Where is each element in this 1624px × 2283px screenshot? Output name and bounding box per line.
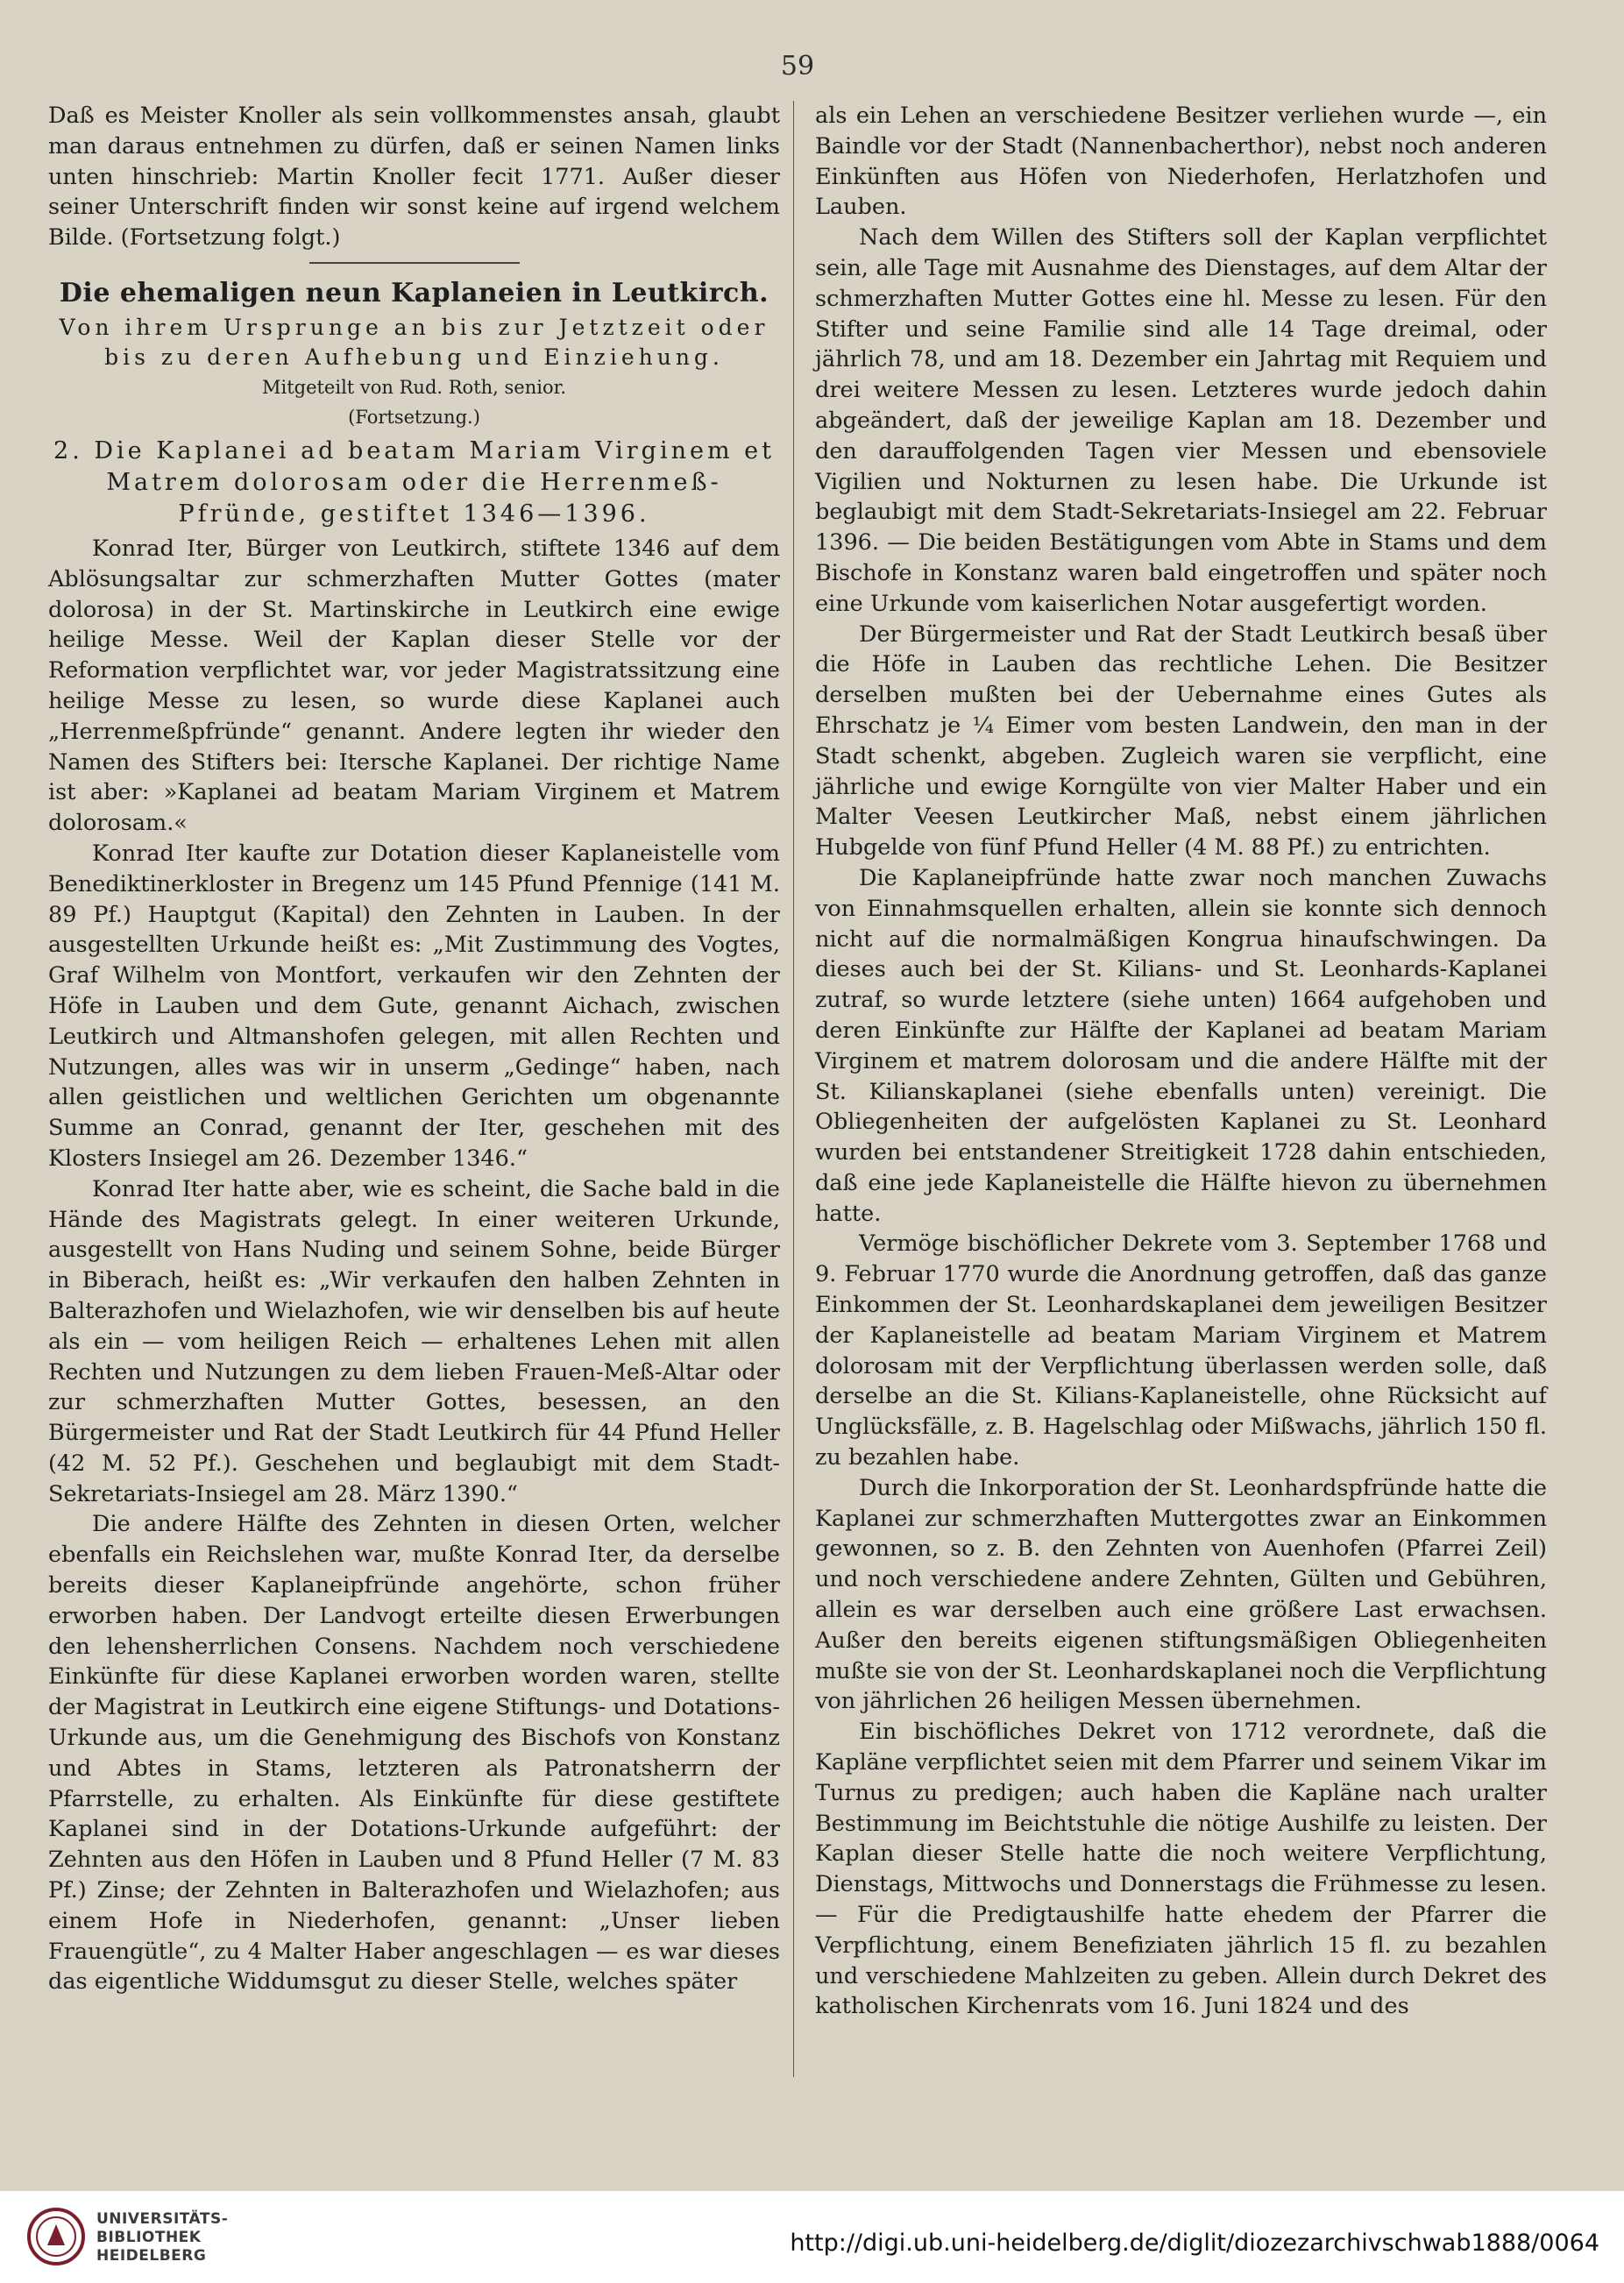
body-paragraph: Konrad Iter hatte aber, wie es scheint, die Sache bald in die Hände des Magistrats gelegt. In einer weiteren Urkunde, ausgestellt von Hans Nuding und seinem Sohne, beide Bürger in Biberach, heißt es: „Wir verkaufen den halben Zehnten in Balterazhofen und Wielazhofen, wie wir denselben bis auf heute als ein — vom heiligen Reich — erhaltenes Lehen mit allen Rechten und Nutzungen zu dem lieben Frauen-Meß-Altar oder zur schmerzhaften Mutter Gottes, besessen, an den Bürgermeister und Rat der Stadt Leutkirch für 44 Pfund Heller (42 M. 52 Pf.). Geschehen und beglaubigt mit dem Stadt-Sekretariats-Insiegel am 28. März 1390.“ xyxy=(48,1175,780,1507)
article-byline: Mitgeteilt von Rud. Roth, senior. xyxy=(261,376,567,398)
body-paragraph: Nach dem Willen des Stifters soll der Kaplan verpflichtet sein, alle Tage mit Ausnahme des Dienstages, auf dem Altar der schmerzhaften Mutter Gottes eine hl. Messe zu lesen. Für den Stifter und seine Familie sind alle 14 Tage dreimal, oder jährlich 78, und am 18. Dezember ein Jahrtag mit Requiem und drei weitere Messen zu lesen. Letzteres wurde jedoch dahin abgeändert, daß der jeweilige Kaplan am 18. Dezember und den darauffolgenden Tagen vier Messen und ebensoviele Vigilien und Nokturnen zu lesen habe. Die Urkunde ist beglaubigt mit dem Stadt-Sekretariats-Insiegel am 22. Februar 1396. — Die beiden Bestätigungen vom Abte in Stams und dem Bischofe in Konstanz waren bald eingetroffen und später noch eine Urkunde vom kaiserlichen Notar ausgefertigt worden. xyxy=(815,224,1547,617)
left-column xyxy=(48,101,780,1997)
right-column xyxy=(815,101,1547,2022)
source-url-link[interactable]: http://digi.ub.uni-heidelberg.de/diglit/diozezarchivschwab1888/0064 xyxy=(790,2230,1599,2257)
body-paragraph: Die Kaplaneipfründe hatte zwar noch manchen Zuwachs von Einnahmsquellen erhalten, allein sie konnte sich dennoch nicht auf die normalmäßigen Kongrua hinaufschwingen. Da dieses auch bei der St. Kilians- und St. Leonhards-Kaplanei zutraf, so wurde letztere (siehe unten) 1664 aufgehoben und deren Einkünfte zur Hälfte der Kaplanei ad beatam Mariam Virginem et matrem dolorosam und die andere Hälfte mit der St. Kilianskaplanei (siehe ebenfalls unten) vereinigt. Die Obliegenheiten der aufgelösten Kaplanei zu St. Leonhard wurden bei entstandener Streitigkeit 1728 dahin entschieden, daß eine jede Kaplaneistelle die Hälfte hievon zu übernehmen hatte. xyxy=(815,864,1547,1227)
body-paragraph: Durch die Inkorporation der St. Leonhardspfründe hatte die Kaplanei zur schmerzhaften Muttergottes zwar an Einkommen gewonnen, so z. B. den Zehnten von Auenhofen (Pfarrei Zeil) und noch verschiedene andere Zehnten, Gülten und Gebühren, allein es war derselben auch eine größere Last erwachsen. Außer den bereits eigenen stiftungsmäßigen Obliegenheiten mußte sie von der St. Leonhardskaplanei noch die Verpflichtung von jährlichen 26 heiligen Messen übernehmen. xyxy=(815,1474,1547,1715)
body-paragraph: Vermöge bischöflicher Dekrete vom 3. September 1768 und 9. Februar 1770 wurde die Anordnung getroffen, daß das ganze Einkommen der St. Leonhardskaplanei dem jeweiligen Besitzer der Kaplaneistelle ad beatam Mariam Virginem et Matrem dolorosam mit der Verpflichtung überlassen werden solle, daß derselbe an die St. Kilians-Kaplaneistelle, ohne Rücksicht auf Unglücksfälle, z. B. Hagelschlag oder Mißwachs, jährlich 150 fl. zu bezahlen habe. xyxy=(815,1230,1547,1471)
body-paragraph: Konrad Iter, Bürger von Leutkirch, stiftete 1346 auf dem Ablösungsaltar zur schmerzhaften Mutter Gottes (mater dolorosa) in der St. Martinskirche in Leutkirch eine ewige heilige Messe. Weil der Kaplan dieser Stelle vor der Reformation verpflichtet war, vor jeder Magistratssitzung eine heilige Messe zu lesen, so wurde diese Kaplanei auch „Herrenmeßpfründe“ genannt. Andere legten ihr wieder den Namen des Stifters bei: Itersche Kaplanei. Der richtige Name ist aber: »Kaplanei ad beatam Mariam Virginem et Matrem dolorosam.« xyxy=(48,535,780,837)
library-name-line: HEIDELBERG xyxy=(96,2247,207,2265)
body-paragraph: Der Bürgermeister und Rat der Stadt Leutkirch besaß über die Höfe in Lauben das rechtliche Lehen. Die Besitzer derselben mußten bei der Uebernahme eines Gutes als Ehrschatz je ¼ Eimer vom besten Landwein, den man in der Stadt schenkt, abgeben. Zugleich waren sie verpflicht, eine jährliche und ewige Korngülte von vier Malter Haber und ein Malter Veesen Leutkircher Maß, nebst einem jährlichen Hubgelde von fünf Pfund Heller (4 M. 88 Pf.) zu entrichten. xyxy=(815,620,1547,861)
body-paragraph: Konrad Iter kaufte zur Dotation dieser Kaplaneistelle vom Benediktinerkloster in Bregenz um 145 Pfund Pfennige (141 M. 89 Pf.) Hauptgut (Kapital) den Zehnten in Lauben. In der ausgestellten Urkunde heißt es: „Mit Zustimmung des Vogtes, Graf Wilhelm von Montfort, verkaufen wir den Zehnten der Höfe in Lauben und dem Gute, genannt Aichach, zwischen Leutkirch und Altmanshofen gelegen, mit allen Rechten und Nutzungen, alles was wir in unserm „Gedinge“ haben, nach allen geistlichen und weltlichen Gerichten um obgenannte Summe an Conrad, genannt der Iter, geschehen mit des Klosters Insiegel am 26. Dezember 1346.“ xyxy=(48,840,780,1172)
section-divider xyxy=(309,262,520,264)
article-subhead: Von ihrem Ursprunge an bis zur Jetztzeit oder bis zu deren Aufhebung und Einziehung. xyxy=(59,314,769,370)
university-seal-icon xyxy=(26,2207,86,2266)
library-name-line: BIBLIOTHEK xyxy=(96,2229,202,2246)
article-headline: Die ehemaligen neun Kaplaneien in Leutkirch. xyxy=(59,277,769,308)
column-divider xyxy=(793,101,794,2077)
section-title: 2. Die Kaplanei ad beatam Mariam Virginem et Matrem dolorosam oder die Herrenmeß-Pfründe, gestiftet 1346—1396. xyxy=(53,436,775,528)
body-paragraph: Ein bischöfliches Dekret von 1712 verordnete, daß die Kapläne verpflichtet seien mit dem Pfarrer und seinem Vikar im Turnus zu predigen; auch haben die Kapläne nach uralter Bestimmung im Beichtstuhle die nötige Aushilfe zu leisten. Der Kaplan dieser Stelle hatte die noch weitere Verpflichtung, Dienstags, Mittwochs und Donnerstags die Frühmesse zu lesen. — Für die Predigtaushilfe hatte ehedem der Pfarrer die Verpflichtung, einem Benefiziaten jährlich 15 fl. zu bezahlen und verschiedene Mahlzeiten zu geben. Allein durch Dekret des katholischen Kirchenrats vom 16. Juni 1824 und des xyxy=(815,1719,1547,2020)
library-name xyxy=(96,2210,228,2265)
continuation-note: (Fortsetzung.) xyxy=(348,406,480,428)
body-paragraph: Die andere Hälfte des Zehnten in diesen Orten, welcher ebenfalls ein Reichslehen war, mußte Konrad Iter, da derselbe bereits dieser Kaplaneipfründe angehörte, schon früher erworben haben. Der Landvogt erteilte diesen Erwerbungen den lehensherrlichen Consens. Nachdem noch verschiedene Einkünfte für diese Kaplanei erworben worden waren, stellte der Magistrat in Leutkirch eine eigene Stiftungs- und Dotations-Urkunde aus, um die Genehmigung des Bischofs von Konstanz und Abtes in Stams, letzteren als Patronatsherrn der Pfarrstelle, zu erhalten. Als Einkünfte für diese gestiftete Kaplanei sind in der Dotations-Urkunde aufgeführt: der Zehnten aus den Höfen in Lauben und 8 Pfund Heller (7 M. 83 Pf.) Zinse; der Zehnten in Balterazhofen und Wielazhofen; aus einem Hofe in Niederhofen, genannt: „Unser lieben Frauengütle“, zu 4 Malter Haber angeschlagen — es war dieses das eigentliche Widdumsgut zu dieser Stelle, welches später xyxy=(48,1511,780,1996)
page-number: 59 xyxy=(780,51,815,82)
intro-paragraph: Daß es Meister Knoller als sein vollkommenstes ansah, glaubt man daraus entnehmen zu dürfen, daß er seinen Namen links unten hinschrieb: Martin Knoller fecit 1771. Außer dieser seiner Unterschrift finden wir sonst keine auf irgend welchem Bilde. (Fortsetzung folgt.) xyxy=(48,103,780,252)
body-paragraph: als ein Lehen an verschiedene Besitzer verliehen wurde —, ein Baindle vor der Stadt (Nannenbacherthor), nebst noch anderen Einkünften aus Höfen von Niederhofen, Herlatzhofen und Lauben. xyxy=(815,103,1547,221)
footer-bar xyxy=(0,2191,1624,2283)
library-name-line: UNIVERSITÄTS- xyxy=(96,2210,229,2228)
